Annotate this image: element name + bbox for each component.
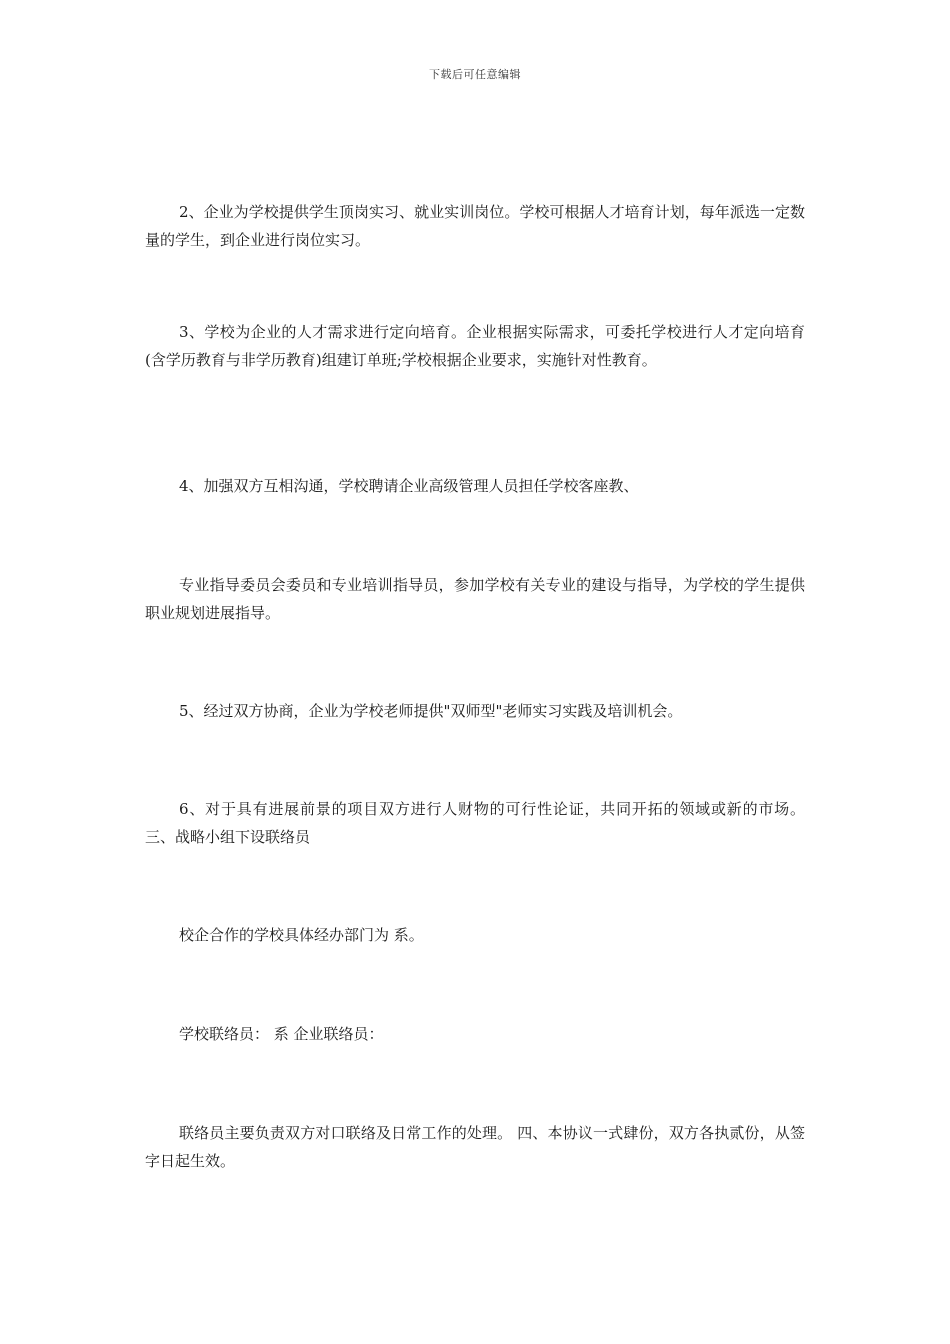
paragraph-4: 4、加强双方互相沟通，学校聘请企业高级管理人员担任学校客座教、 <box>179 477 639 495</box>
paragraph-5: 5、经过双方协商，企业为学校老师提供"双师型"老师实习实践及培训机会。 <box>179 702 683 720</box>
paragraph-liaison-duties: 联络员主要负责双方对口联络及日常工作的处理。 四、本协议一式肆份，双方各执贰份，从签字日起生效。 <box>145 1124 805 1170</box>
paragraph-4-continued: 专业指导委员会委员和专业培训指导员，参加学校有关专业的建设与指导，为学校的学生提供职业规划进展指导。 <box>145 576 805 622</box>
paragraph-6: 6、对于具有进展前景的项目双方进行人财物的可行性论证，共同开拓的领域或新的市场。 三、战略小组下设联络员 <box>145 800 805 846</box>
paragraph-department: 校企合作的学校具体经办部门为 系。 <box>179 926 424 944</box>
paragraph-liaison: 学校联络员： 系 企业联络员： <box>179 1025 384 1043</box>
page-header: 下载后可任意编辑 <box>429 68 521 81</box>
paragraph-2: 2、企业为学校提供学生顶岗实习、就业实训岗位。学校可根据人才培育计划，每年派选一定数量的学生，到企业进行岗位实习。 <box>145 203 805 249</box>
paragraph-3: 3、学校为企业的人才需求进行定向培育。企业根据实际需求，可委托学校进行人才定向培育(含学历教育与非学历教育)组建订单班;学校根据企业要求，实施针对性教育。 <box>145 323 805 369</box>
